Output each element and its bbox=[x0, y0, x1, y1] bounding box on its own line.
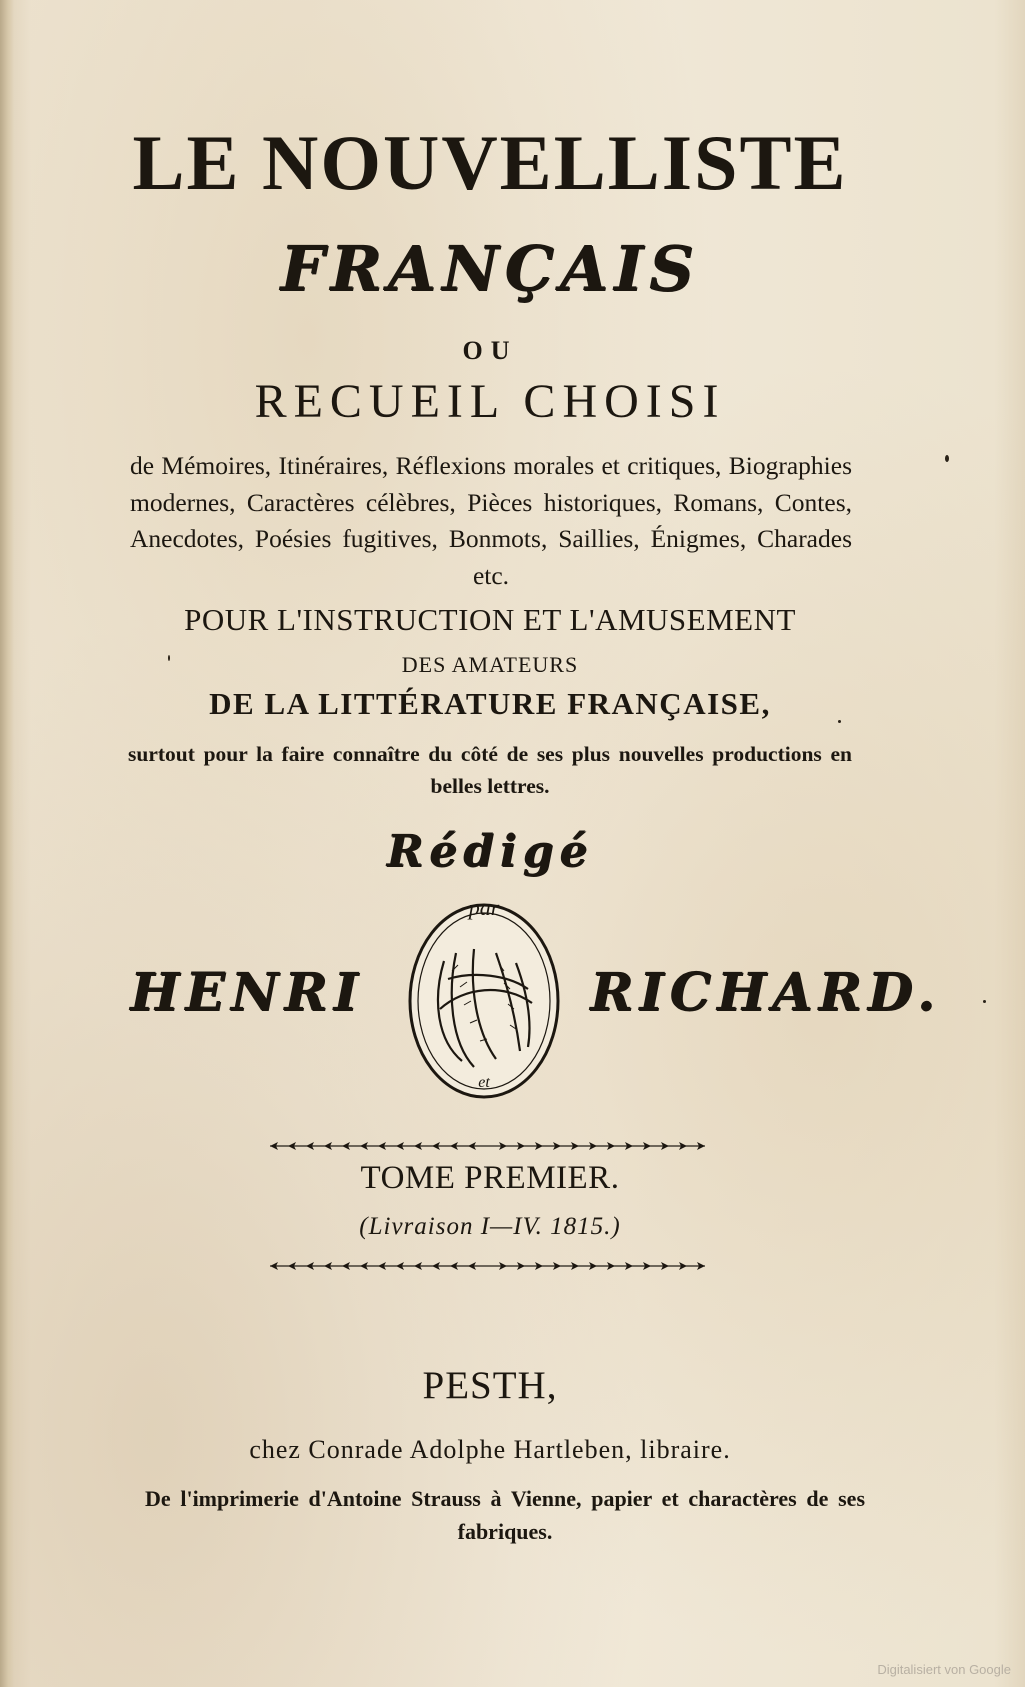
ink-speck bbox=[983, 1000, 986, 1003]
ink-speck bbox=[838, 720, 841, 723]
ink-speck bbox=[168, 655, 170, 661]
ornamental-rule-bottom bbox=[270, 1260, 705, 1272]
issue: (Livraison I—IV. 1815.) bbox=[359, 1213, 621, 1240]
digitization-watermark: Digitalisiert von Google bbox=[877, 1662, 1011, 1677]
description: de Mémoires, Itinéraires, Réflexions morales et critiques, Biographies modernes, Caractères célèbres, Pièces historiques, Romans, Contes, Anecdotes, Poésies fugitives, Bonmots, Saillies, Énigmes, Charades etc. bbox=[130, 451, 852, 590]
aim: surtout pour la faire connaître du côté de ses plus nouvelles productions en belles lettres. bbox=[128, 742, 852, 798]
page-edge bbox=[0, 0, 14, 1687]
ink-speck bbox=[945, 455, 949, 462]
audience: DE LA LITTÉRATURE FRANÇAISE, bbox=[209, 686, 771, 721]
editor-first-name: HENRI bbox=[130, 962, 364, 1023]
seal-lower-text: et bbox=[478, 1074, 490, 1091]
editor-last-name: RICHARD. bbox=[590, 962, 941, 1023]
publisher: chez Conrade Adolphe Hartleben, libraire. bbox=[249, 1435, 731, 1464]
volume: TOME PREMIER. bbox=[360, 1160, 620, 1196]
edited-label: Rédigé bbox=[386, 826, 594, 877]
audience-small: DES AMATEURS bbox=[401, 652, 579, 677]
title-line-2: FRANÇAIS bbox=[280, 232, 700, 305]
seal-upper-text: par bbox=[468, 895, 500, 920]
monogram-seal bbox=[404, 891, 564, 1101]
printer: De l'imprimerie d'Antoine Strauss à Vienne, papier et charactères de ses fabriques. bbox=[145, 1486, 865, 1544]
ornamental-rule-top bbox=[270, 1140, 705, 1152]
title-line-3: RECUEIL CHOISI bbox=[254, 375, 726, 428]
place: PESTH, bbox=[422, 1364, 558, 1407]
conjunction: OU bbox=[462, 336, 518, 365]
title-line-1: LE NOUVELLISTE bbox=[132, 119, 848, 206]
purpose: POUR L'INSTRUCTION ET L'AMUSEMENT bbox=[184, 602, 796, 637]
